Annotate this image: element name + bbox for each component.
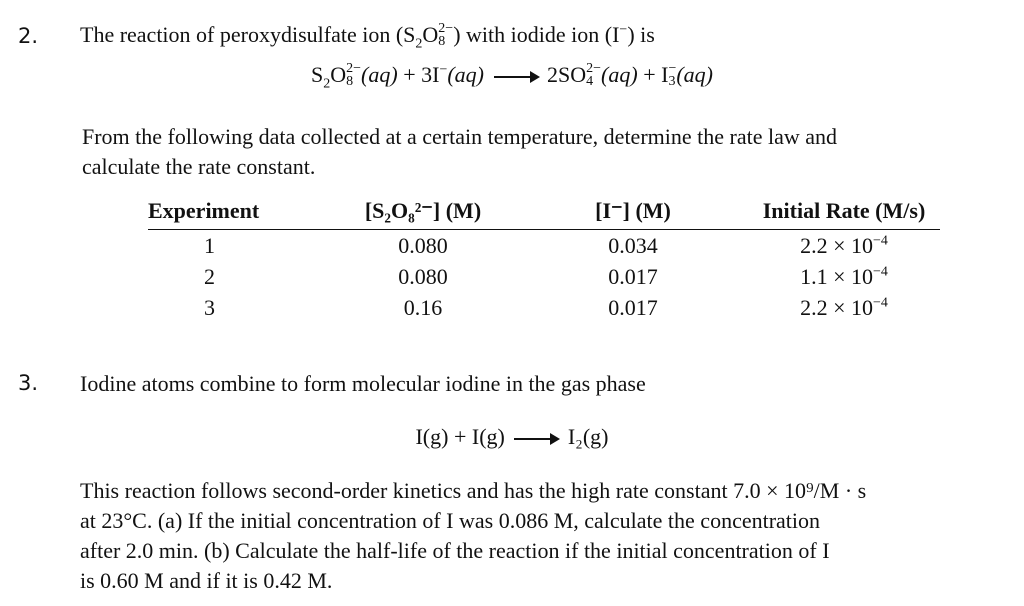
header-peroxydisulfate: [S₂O₈²⁻] (M): [328, 196, 518, 230]
header-initial-rate: Initial Rate (M/s): [748, 196, 940, 230]
header-iodide: [I⁻] (M): [518, 196, 748, 230]
cell-iodide: 0.017: [608, 294, 658, 320]
problem-number-2: 2.: [18, 24, 39, 48]
cell-iodide: 0.034: [608, 232, 658, 258]
cell-peroxydisulfate: 0.16: [403, 294, 443, 320]
cell-peroxydisulfate: 0.080: [398, 263, 448, 289]
reaction-equation-3: I(g) + I(g) I₂(g): [415, 424, 609, 449]
body-line-4: is 0.60 M and if it is 0.42 M.: [80, 568, 333, 593]
problem-3-intro: Iodine atoms combine to form molecular iodine in the gas phase: [80, 371, 646, 396]
problem-3-body: [80, 476, 866, 596]
intro-text-c: ) is: [627, 22, 655, 47]
body-line-3: after 2.0 min. (b) Calculate the half-life of the reaction if the initial concentration of I: [80, 538, 830, 563]
body-line-1: This reaction follows second-order kinetics and has the high rate constant 7.0 × 10⁹/M · s: [80, 478, 867, 503]
reaction-arrow: [514, 438, 558, 440]
reaction-arrow: [494, 76, 538, 78]
table-row: [148, 261, 940, 292]
table-row: [148, 230, 940, 262]
problem-number-3: 3.: [18, 371, 39, 395]
problem-2-body: [82, 122, 837, 182]
cell-rate: $1.1 \times 10^{-4}$: [800, 263, 888, 289]
cell-experiment: 2: [204, 263, 215, 289]
cell-experiment: 1: [204, 232, 215, 258]
cell-rate: $2.2 \times 10^{-4}$: [800, 294, 888, 320]
problem-2-intro: The reaction of peroxydisulfate ion ($S_2O$ 2− 8 ) with iodide ion (I−) is: [80, 20, 655, 52]
table-header-row: [148, 196, 940, 230]
cell-peroxydisulfate: 0.080: [398, 232, 448, 258]
reaction-equation-2: $S_2O$ 2− 8 (aq) + 3I−(aq) 2SO 2− 4 (aq) + I − 3 (aq): [310, 60, 713, 92]
intro-text-b: ) with iodide ion (I: [453, 22, 620, 47]
intro-text-a: The reaction of peroxydisulfate ion (S: [80, 22, 416, 47]
body-line-1: From the following data collected at a certain temperature, determine the rate law and: [82, 124, 838, 149]
header-experiment: Experiment: [148, 196, 328, 230]
table-row: [148, 292, 940, 323]
body-line-2: at 23°C. (a) If the initial concentration of I was 0.086 M, calculate the concentration: [80, 508, 821, 533]
cell-rate: $2.2 \times 10^{-4}$: [800, 232, 888, 258]
body-line-2: calculate the rate constant.: [82, 154, 316, 179]
rate-data-table: [148, 196, 940, 323]
cell-experiment: 3: [204, 294, 215, 320]
cell-iodide: 0.017: [608, 263, 658, 289]
